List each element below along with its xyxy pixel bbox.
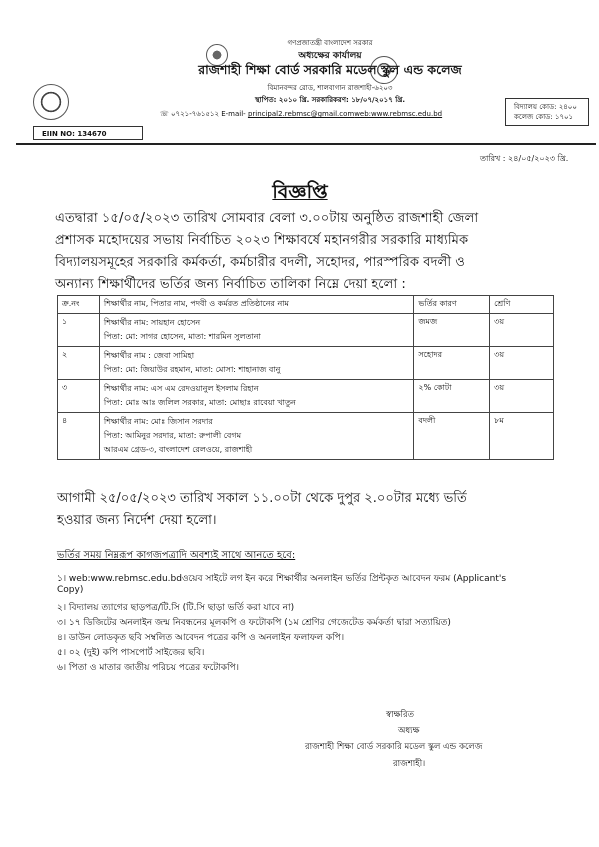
reason-cell: ২% কোটা <box>414 380 490 413</box>
intro-line: বিদ্যালয়সমূহের সরকারি কর্মকর্তা, কর্মচারীর বদলী, সহোদর, পারস্পরিক বদলী ও <box>55 255 466 270</box>
table-row <box>58 314 554 347</box>
documents-title: ভর্তির সময় নিম্নরূপ কাগজপত্রাদি অবশ্যই সাথে আনতে হবে: <box>57 550 296 561</box>
reason-cell: সহোদর <box>414 347 490 380</box>
government-name: গণপ্রজাতন্ত্রী বাংলাদেশ সরকার <box>287 39 373 47</box>
signatory-designation: অধ্যক্ষ <box>398 726 420 736</box>
serial-cell: ৩ <box>58 380 100 413</box>
established-info: স্থাপিত: ২০১০ খ্রি. সরকারিকরণ: ১৮/০৭/২০১৭ খ্রি. <box>254 96 406 104</box>
parent-names: পিতা: আমিনুর সরদার, মাতা: রুপালী বেগম <box>103 431 242 440</box>
eiin-box: EIIN NO: 134670 <box>33 126 143 140</box>
reason-cell: জমজ <box>414 314 490 347</box>
serial-cell: ৪ <box>58 413 100 460</box>
table-header-row <box>58 296 554 314</box>
document-item: ৩। ১৭ ডিজিটের অনলাইন জন্ম নিবন্ধনের মূলকপি ও ফটোকপি (১ম শ্রেণির গেজেটেড কর্মকর্তা দ্বারা সত্যায়িত) <box>57 618 451 628</box>
student-name: শিক্ষার্থীর নাম: এস এম রেদওয়ানুল ইসলাম রিহান <box>103 384 259 393</box>
class-cell: ৩য় <box>490 380 554 413</box>
intro-line: এতদ্বারা ১৫/০৫/২০২৩ তারিখ সোমবার বেলা ৩.০০টায় অনুষ্ঠিত রাজশাহী জেলা <box>55 211 479 226</box>
column-header: ক্র.নং <box>58 296 100 314</box>
closing-line: আগামী ২৫/০৫/২০২৩ তারিখ সকাল ১১.০০টা থেকে দুপুর ২.০০টার মধ্যে ভর্তি <box>57 491 467 506</box>
table-row <box>58 347 554 380</box>
code-box <box>505 98 589 126</box>
parent-workplace: আরএম গ্রেড-৩, বাংলাদেশ রেলওয়ে, রাজশাহী <box>103 445 253 454</box>
signatory-city: রাজশাহী। <box>393 759 426 769</box>
student-name: শিক্ষার্থীর নাম : জেবা সামিহা <box>103 351 195 360</box>
college-code: কলেজ কোড: ১৭০১ <box>514 113 574 121</box>
document-item: ৬। পিতা ও মাতার জাতীয় পরিচয় পত্রের ফটোকপি। <box>57 663 239 673</box>
table-row <box>58 380 554 413</box>
class-cell: ৩য় <box>490 314 554 347</box>
school-name: রাজশাহী শিক্ষা বোর্ড সরকারি মডেল স্কুল এন্ড কলেজ <box>198 62 462 77</box>
student-info-cell <box>99 380 413 413</box>
parent-names: পিতা: মো: জিয়াউর রহমান, মাতা: মোসা: শাহানাজ বানু <box>103 365 281 374</box>
parent-names: পিতা: মো: সাগর হোসেন, মাতা: শারমিন সুলতানা <box>103 332 261 341</box>
table-row <box>58 413 554 460</box>
intro-line: প্রশাসক মহোদয়ের সভায় নির্বাচিত ২০২৩ শিক্ষাবর্ষে মহানগরীর সরকারি মাধ্যমিক <box>55 233 469 248</box>
document-item: ৫। ০২ (দুই) কপি পাসপোর্ট সাইজের ছবি। <box>57 648 205 658</box>
serial-cell: ২ <box>58 347 100 380</box>
serial-cell: ১ <box>58 314 100 347</box>
signed-label: স্বাক্ষরিত <box>386 710 415 720</box>
student-info-cell <box>99 413 413 460</box>
school-logo <box>33 84 69 120</box>
selection-table <box>57 295 554 460</box>
notice-title: বিজ্ঞপ্তি <box>272 181 328 203</box>
closing-line: হওয়ার জন্য নির্দেশ দেয়া হলো। <box>57 513 217 528</box>
signatory-institution: রাজশাহী শিক্ষা বোর্ড সরকারি মডেল স্কুল এন্ড কলেজ <box>305 742 483 752</box>
document-item: Copy) <box>57 585 84 595</box>
document-item: ২। বিদ্যালয় ত্যাগের ছাড়পত্র/টি.সি (টি.সি ছাড়া ভর্তি করা যাবে না) <box>57 603 295 613</box>
intro-line: অন্যান্য শিক্ষার্থীদের ভর্তির জন্য নির্বাচিত তালিকা নিম্নে দেয়া হলো : <box>55 277 406 292</box>
reason-cell: বদলী <box>414 413 490 460</box>
student-name: শিক্ষার্থীর নাম: সায়হান হোসেন <box>103 318 201 327</box>
column-header: ভর্তির কারণ <box>414 296 490 314</box>
class-cell: ৩য় <box>490 347 554 380</box>
phone-icon: ☏ <box>160 110 169 118</box>
phone-email-label: ০৭২১-৭৬১৫১২ E-mail- <box>171 110 248 118</box>
notice-date: তারিখ : ২৪/০৫/২০২৩ খ্রি. <box>480 154 569 163</box>
student-info-cell <box>99 347 413 380</box>
email-link[interactable]: principal2.rebmsc@gmail.com <box>247 110 355 118</box>
document-item: ৪। ডাউন লোডকৃত ছবি সম্বলিত আবেদন পত্রের কপি ও অনলাইন ফলাফল কপি। <box>57 633 345 643</box>
office-name: অধ্যক্ষের কার্যালয় <box>298 51 362 61</box>
column-header: শ্রেণি <box>490 296 554 314</box>
web-link[interactable]: web:www.rebmsc.edu.bd <box>354 110 443 118</box>
header-divider <box>16 143 596 145</box>
parent-names: পিতা: মোঃ আঃ জলিল সরকার, মাতা: মোছাঃ রাবেয়া খাতুন <box>103 398 296 407</box>
school-code: বিদ্যালয় কোড: ২৪০০ <box>514 103 577 111</box>
class-cell: ৮ম <box>490 413 554 460</box>
column-header: শিক্ষার্থীর নাম, পিতার নাম, পদবী ও কর্মরত প্রতিষ্ঠানের নাম <box>99 296 413 314</box>
school-address: বিমানবন্দর রোড, শালবাগান রাজশাহী-৬২০৩ <box>267 84 393 92</box>
student-name: শিক্ষার্থীর নাম: মোঃ জিসান সরদার <box>103 417 213 426</box>
contact-line <box>160 108 500 120</box>
student-info-cell <box>99 314 413 347</box>
document-item: ১। web:www.rebmsc.edu.bdওয়েব সাইটে লগ ইন করে শিক্ষার্থীর অনলাইন ভর্তির প্রিন্টকৃত আবেদন ফরম (Applicant's <box>57 574 507 584</box>
